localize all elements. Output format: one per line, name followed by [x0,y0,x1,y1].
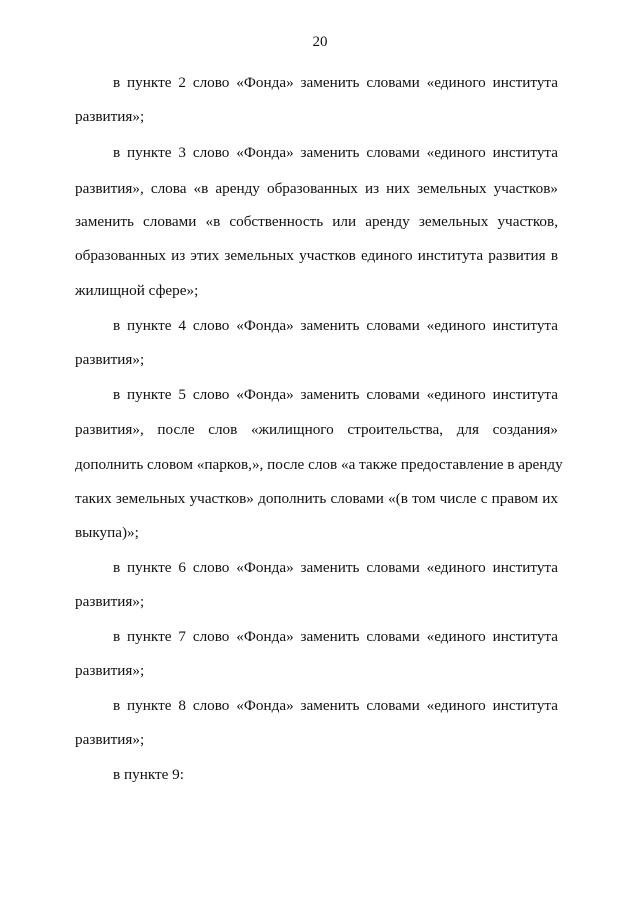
page-number: 20 [312,34,328,50]
text-line: развития»; [75,593,145,610]
text-line: развития»; [75,662,145,679]
text-line: образованных из этих земельных участков единого института развития в [75,247,558,264]
text-line: заменить словами «в собственность или аренду земельных участков, [75,213,558,230]
text-line: развития»; [75,351,145,368]
text-line: в пункте 5 слово «Фонда» заменить словами «единого института [113,386,558,403]
text-line: в пункте 6 слово «Фонда» заменить словами «единого института [113,559,558,576]
text-line: развития», после слов «жилищного строительства, для создания» [75,421,558,438]
text-line: развития», слова «в аренду образованных из них земельных участков» [75,180,558,197]
text-line: в пункте 2 слово «Фонда» заменить словами «единого института [113,74,558,91]
text-line: в пункте 8 слово «Фонда» заменить словами «единого института [113,697,558,714]
text-line: в пункте 4 слово «Фонда» заменить словами «единого института [113,317,558,334]
text-line: развития»; [75,108,145,125]
text-line: в пункте 7 слово «Фонда» заменить словами «единого института [113,628,558,645]
text-line: в пункте 9: [113,766,184,783]
text-line: развития»; [75,731,145,748]
text-line: жилищной сфере»; [75,282,199,299]
text-line: таких земельных участков» дополнить словами «(в том числе с правом их [75,490,558,507]
text-line: в пункте 3 слово «Фонда» заменить словами «единого института [113,144,558,161]
text-line: дополнить словом «парков,», после слов «а также предоставление в аренду [75,456,563,473]
text-line: выкупа)»; [75,524,139,541]
